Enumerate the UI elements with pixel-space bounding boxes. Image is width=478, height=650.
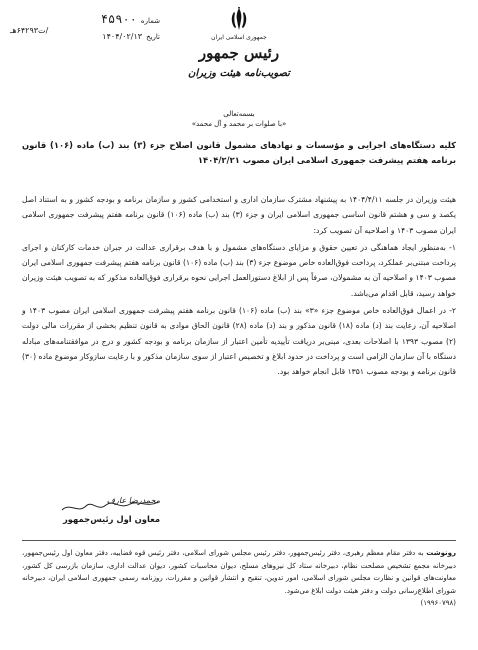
country-name: جمهوری اسلامی ایران xyxy=(211,34,267,41)
body-intro: هیئت وزیران در جلسه ۱۴۰۴/۴/۱۱ به پیشنهاد مشترک سازمان اداری و استخدامی کشور و سازمان برنامه و بودجه کشور و به استناد اصل یکصد و سی و هشتم قانون اساسی جمهوری اسلامی ایران و جزء (۳) بند (ب) ماده (۱۰۶) قانون برنامه هفتم پیشرفت جمهوری اسلامی ایران مصوب ۱۴۰۳ و اصلاحیه آن تصویب کرد: xyxy=(22,195,456,235)
number-value: ۴۵۹۰۰ xyxy=(100,12,137,26)
body-item-1: ۱- به‌منظور ایجاد هماهنگی در تعیین حقوق و مزایای دستگاه‌های مشمول و با هدف برقراری عدالت در جبران خدمات کارکنان و اجرای پرداخت مبتنی‌بر عملکرد، پرداخت فوق‌العاده خاص موضوع جزء (۳) بند (ب) ماده (۱۰۶) قانون برنامه هفتم پیشرفت جمهوری اسلامی ایران مصوب ۱۴۰۳ و اصلاحیه آن به مشمولان، صرفاً پس از ابلاغ دستورالعمل اجرایی نحوه برقراری فوق‌العاده مذکور که به تصویب هیئت وزیران خواهد رسید، قابل اقدام می‌باشد. xyxy=(22,242,456,298)
decree-title: کلیه دستگاه‌های اجرایی و مؤسسات و نهادهای مشمول قانون اصلاح جزء (۳) بند (ب) ماده (۱۰۶) قانون برنامه هفتم پیشرفت جمهوری اسلامی ایران مصوب ۱۴۰۴/۲/۲۱ xyxy=(22,140,456,165)
signatory-title: معاون اول رئیس‌جمهور xyxy=(62,514,160,524)
reference-value: /ت۶۴۲۹۳هـ xyxy=(10,26,49,35)
signature-block xyxy=(60,496,160,536)
decree-body xyxy=(22,192,456,382)
cc-lead: رونوشت xyxy=(426,549,456,557)
cc-code: (۱۹۹۶۰۷۹۸) xyxy=(420,599,456,608)
copy-recipients xyxy=(22,547,456,610)
number-row xyxy=(10,12,160,26)
salawat-line: «با صلوات بر محمد و آل محمد» xyxy=(191,120,287,128)
number-label: شماره xyxy=(140,17,160,25)
basmala: بسمه‌تعالی xyxy=(223,110,255,118)
cabinet-heading: تصویب‌نامه هیئت وزیران xyxy=(188,68,290,79)
date-label: تاریخ xyxy=(146,33,160,41)
cc-text: به دفتر مقام معظم رهبری، دفتر رئیس‌جمهور، دفتر رئیس مجلس شورای اسلامی، دفتر رئیس قوه قضاییه، دفتر معاون اول رئیس‌جمهور، دبیرخانه مجمع تشخیص مصلحت نظام، دبیرخانه ستاد کل نیروهای مسلح، دیوان محاسبات کشور، دیوان عدالت اداری، سازمان بازرسی کل کشور، معاونت‌های قوانین و نظارت مجلس شورای اسلامی، امور تدوین، تنقیح و انتشار قوانین و مقررات، روزنامه رسمی جمهوری اسلامی ایران، دبیرخانه شورای اطلاع‌رسانی دولت و دفتر هیئت دولت ابلاغ می‌شود. xyxy=(22,549,456,595)
divider xyxy=(22,540,456,541)
president-heading: رئیس جمهور xyxy=(198,44,280,62)
iran-emblem-icon xyxy=(228,6,250,32)
body-item-2: ۲- در اعمال فوق‌العاده خاص موضوع جزء «۳» بند (ب) ماده (۱۰۶) قانون برنامه هفتم پیشرفت جمهوری اسلامی ایران مصوب ۱۴۰۳ و اصلاحیه آن، رعایت بند (د) ماده (۱۸) قانون مذکور و بند (د) ماده (۲۸) قانون الحاق موادی به قانون تنظیم بخشی از مقررات مالی دولت (۲) مصوب ۱۳۹۳ با اصلاحات بعدی، مبنی‌بر دریافت تأییدیه تأمین اعتبار از سازمان برنامه و بودجه کشور و درج در موافقتنامه‌های مبادله دستگاه با آن سازمان الزامی است و پرداخت در حدود ابلاغ و تخصیص اعتبار از سوی سازمان مذکور و با رعایت سازوکار موضوع ماده (۳۰) قانون برنامه و بودجه مصوب ۱۳۵۱ قابل انجام خواهد بود. xyxy=(22,306,457,377)
signatory-name: محمدرضا عارف xyxy=(106,496,160,505)
date-value: ۱۴۰۴/۰۲/۱۳ xyxy=(102,32,143,41)
